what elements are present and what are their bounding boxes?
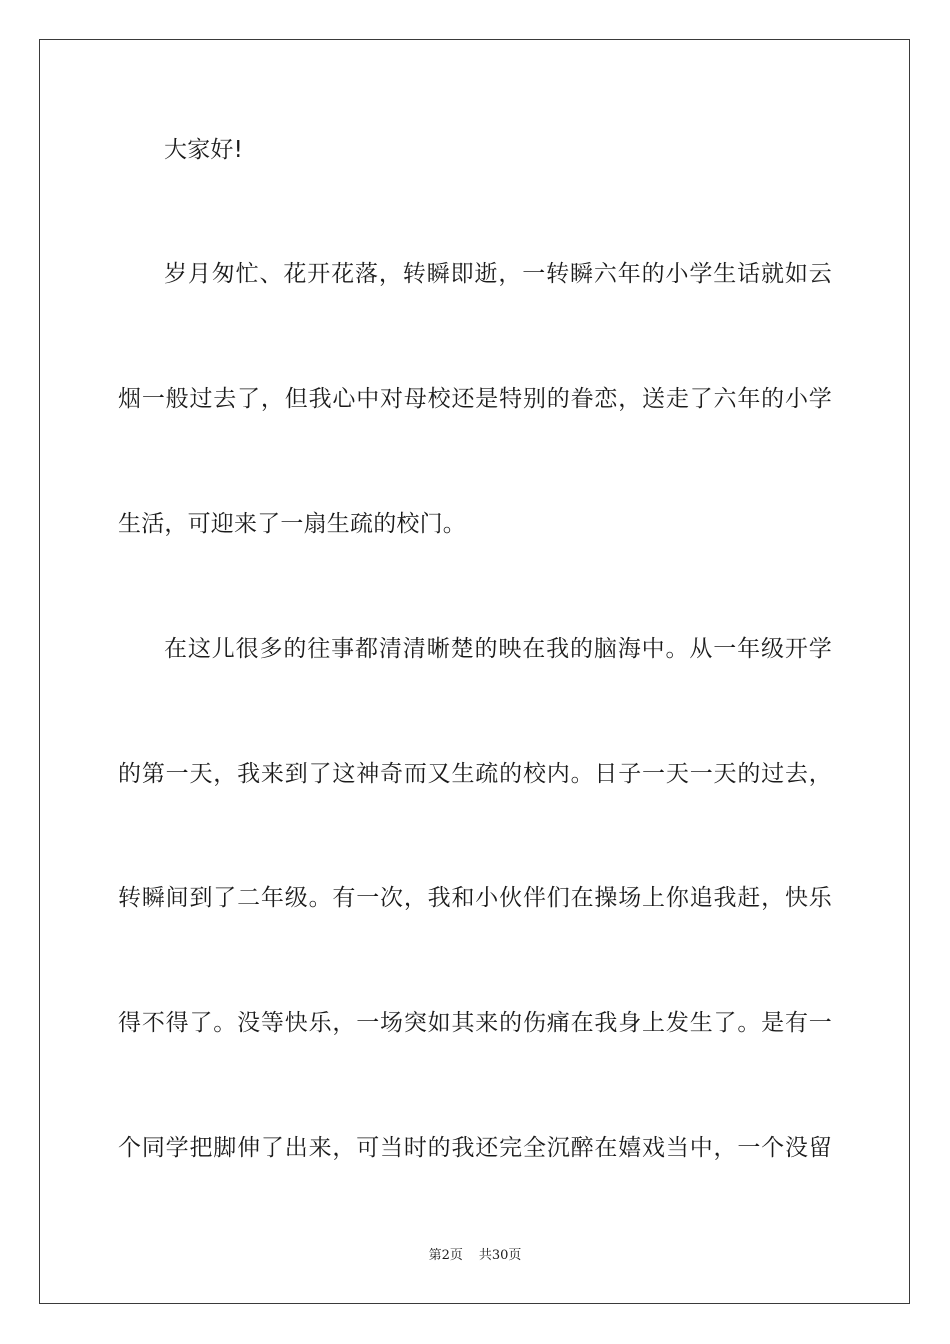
paragraph-2-line-2: 的第一天，我来到了这神奇而又生疏的校内。日子一天一天的过去， — [118, 761, 832, 787]
paragraph-2-line-4: 得不得了。没等快乐，一场突如其来的伤痛在我身上发生了。是有一 — [118, 1010, 832, 1036]
paragraph-1-line-1: 岁月匆忙、花开花落，转瞬即逝，一转瞬六年的小学生话就如云 — [164, 261, 832, 287]
paragraph-2-line-3: 转瞬间到了二年级。有一次，我和小伙伴们在操场上你追我赶，快乐 — [118, 885, 832, 911]
page-total: 共30页 — [478, 1248, 522, 1263]
paragraph-2-line-1: 在这儿很多的往事都清清晰楚的映在我的脑海中。从一年级开学 — [164, 636, 832, 662]
paragraph-1-line-2: 烟一般过去了，但我心中对母校还是特别的眷恋，送走了六年的小学 — [118, 386, 832, 412]
paragraph-1-line-3: 生活，可迎来了一扇生疏的校门。 — [118, 511, 466, 537]
paragraph-2-line-5: 个同学把脚伸了出来，可当时的我还完全沉醉在嬉戏当中，一个没留 — [118, 1135, 832, 1161]
page-number: 第2页 — [428, 1248, 463, 1263]
greeting-line: 大家好! — [164, 137, 244, 163]
page-border — [39, 39, 910, 1304]
page-footer — [0, 1247, 950, 1265]
